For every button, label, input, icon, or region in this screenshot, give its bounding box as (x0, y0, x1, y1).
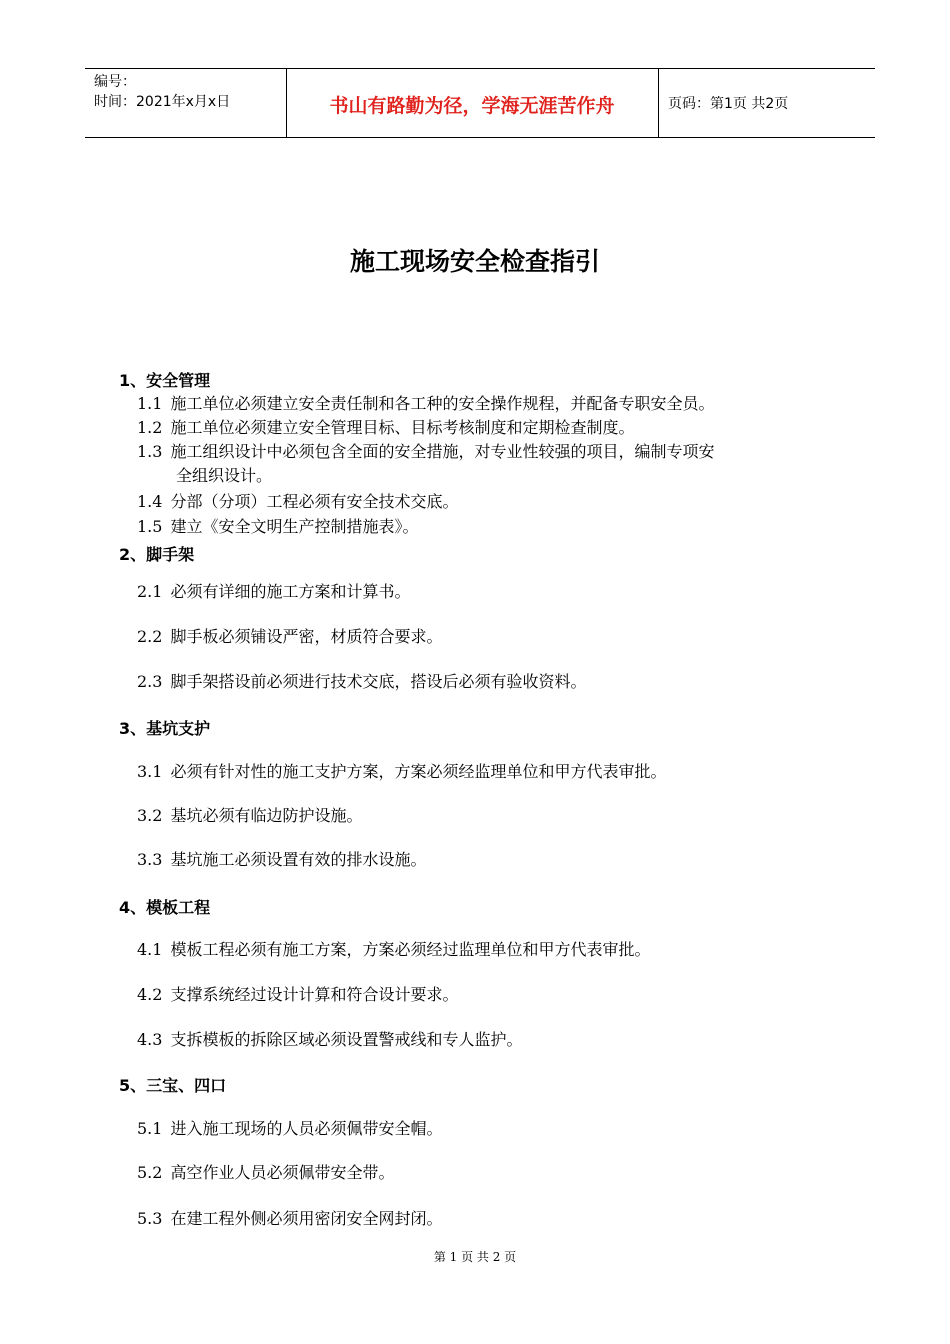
header-motto: 书山有路勤为径，学海无涯苦作舟 (329, 95, 615, 117)
list-item: 2.1 必须有详细的施工方案和计算书。 (137, 582, 411, 601)
section-heading: 5、三宝、四口 (119, 1076, 227, 1095)
list-item: 4.2 支撑系统经过设计计算和符合设计要求。 (137, 985, 459, 1004)
section-heading: 3、基坑支护 (119, 719, 211, 738)
list-item: 4.3 支拆模板的拆除区域必须设置警戒线和专人监护。 (137, 1030, 523, 1049)
list-item: 1.4 分部（分项）工程必须有安全技术交底。 (137, 492, 459, 511)
header-page-number: 页码：第1页 共2页 (668, 96, 789, 112)
list-item: 1.1 施工单位必须建立安全责任制和各工种的安全操作规程，并配备专职安全员。 (137, 394, 715, 413)
list-item: 1.2 施工单位必须建立安全管理目标、目标考核制度和定期检查制度。 (137, 418, 635, 437)
document-header (85, 68, 875, 138)
document-title: 施工现场安全检查指引 (349, 247, 600, 276)
list-item: 1.3 施工组织设计中必须包含全面的安全措施，对专业性较强的项目，编制专项安 全组织设计。 (137, 442, 715, 485)
section-heading: 4、模板工程 (119, 898, 211, 917)
list-item: 4.1 模板工程必须有施工方案，方案必须经过监理单位和甲方代表审批。 (137, 940, 651, 959)
page-footer: 第 1 页 共 2 页 (433, 1250, 517, 1264)
header-meta (94, 72, 230, 112)
serial-number: 编号： (94, 74, 136, 90)
list-item: 5.2 高空作业人员必须佩带安全带。 (137, 1163, 395, 1182)
list-item: 2.2 脚手板必须铺设严密，材质符合要求。 (137, 627, 443, 646)
list-item: 5.1 进入施工现场的人员必须佩带安全帽。 (137, 1119, 443, 1138)
section-heading: 2、脚手架 (119, 545, 195, 564)
list-item: 3.1 必须有针对性的施工支护方案，方案必须经监理单位和甲方代表审批。 (137, 762, 667, 781)
list-item: 5.3 在建工程外侧必须用密闭安全网封闭。 (137, 1209, 443, 1228)
list-item: 3.3 基坑施工必须设置有效的排水设施。 (137, 850, 427, 869)
list-item: 2.3 脚手架搭设前必须进行技术交底，搭设后必须有验收资料。 (137, 672, 587, 691)
list-item: 3.2 基坑必须有临边防护设施。 (137, 806, 363, 825)
list-item: 1.5 建立《安全文明生产控制措施表》。 (137, 517, 419, 536)
header-divider (658, 69, 659, 137)
section-heading: 1、安全管理 (119, 371, 211, 390)
date-line: 时间：2021年x月x日 (94, 94, 231, 110)
